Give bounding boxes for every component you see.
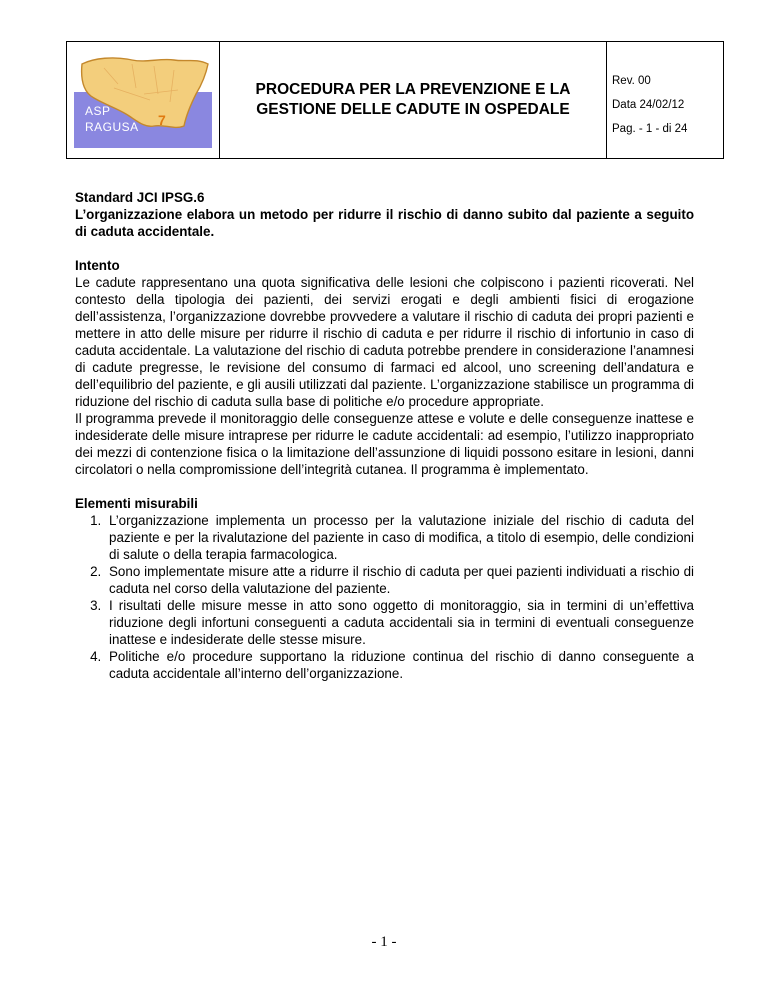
document-body [75,189,694,682]
list-item: 1. L’organizzazione implementa un processo per la valutazione iniziale del rischio di caduta del paziente e per la rivalutazione del paziente in caso di modifica, a titolo di esempio, delle condizioni di salute o della terapia farmacologica. [105,512,694,563]
elements-list [75,512,694,682]
document-title: PROCEDURA PER LA PREVENZIONE E LA GESTIONE DELLE CADUTE IN OSPEDALE [220,42,607,158]
document-meta [607,42,723,158]
logo-text-ragusa: RAGUSA [85,120,139,134]
logo-cell [67,42,220,158]
standard-heading: Standard JCI IPSG.6 [75,190,205,205]
revision-label: Rev. 00 [612,75,651,87]
intent-paragraph-1: Le cadute rappresentano una quota significativa delle lesioni che colpiscono i pazienti ricoverati. Nel contesto della tipologia dei pazienti, dei servizi erogati e degli ambienti fisici di erogazione dell’assistenza, l’organizzazione dovrebbe provvedere a valutare il rischio di caduta dei propri pazienti e mettere in atto delle misure per ridurre il rischio di caduta e per ridurre il rischio di infortunio in caso di caduta accidentale. La valutazione del rischio di caduta potrebbe prendere in considerazione l’anamnesi di cadute pregresse, le revisione del consumo di farmaci ed alcool, uno screening dell’andatura e dell’equilibrio del paziente, e gli ausili utilizzati dal paziente. L’organizzazione stabilisce un programma di riduzione del rischio di caduta sulla base di politiche e/o procedure appropriate. [75,275,694,409]
list-item: 2. Sono implementate misure atte a ridurre il rischio di caduta per quei pazienti individuati a rischio di caduta nel corso della valutazione del paziente. [105,563,694,597]
page-label: Pag. - 1 - di 24 [612,123,688,135]
logo-text-asp: ASP [85,104,111,118]
date-label: Data 24/02/12 [612,99,685,111]
list-item: 4. Politiche e/o procedure supportano la riduzione continua del rischio di danno conseguente a caduta accidentale all’interno dell’organizzazione. [105,648,694,682]
intent-heading: Intento [75,258,120,273]
document-header [66,41,724,159]
standard-statement: L’organizzazione elabora un metodo per ridurre il rischio di danno subito dal paziente a seguito di caduta accidentale. [75,207,694,239]
asp-ragusa-logo [74,54,212,148]
logo-number: 7 [158,112,166,128]
list-item: 3. I risultati delle misure messe in atto sono oggetto di monitoraggio, sia in termini di un’effettiva riduzione degli infortuni conseguenti a caduta accidentali sia in termini di eventuali conseguenze inattese e indesiderate delle stesse misure. [105,597,694,648]
intent-paragraph-2: Il programma prevede il monitoraggio delle conseguenze attese e volute e delle conseguenze inattese e indesiderate delle misure intraprese per ridurre le cadute accidentali: ad esempio, l’utilizzo inappropriato dei mezzi di contenzione fisica o la limitazione dell’assunzione di liquidi possono esitare in lesioni, danni circolatori o nella compromissione dell’integrità cutanea. Il programma è implementato. [75,411,694,477]
elements-heading: Elementi misurabili [75,496,198,511]
page-number: - 1 - [371,934,397,950]
